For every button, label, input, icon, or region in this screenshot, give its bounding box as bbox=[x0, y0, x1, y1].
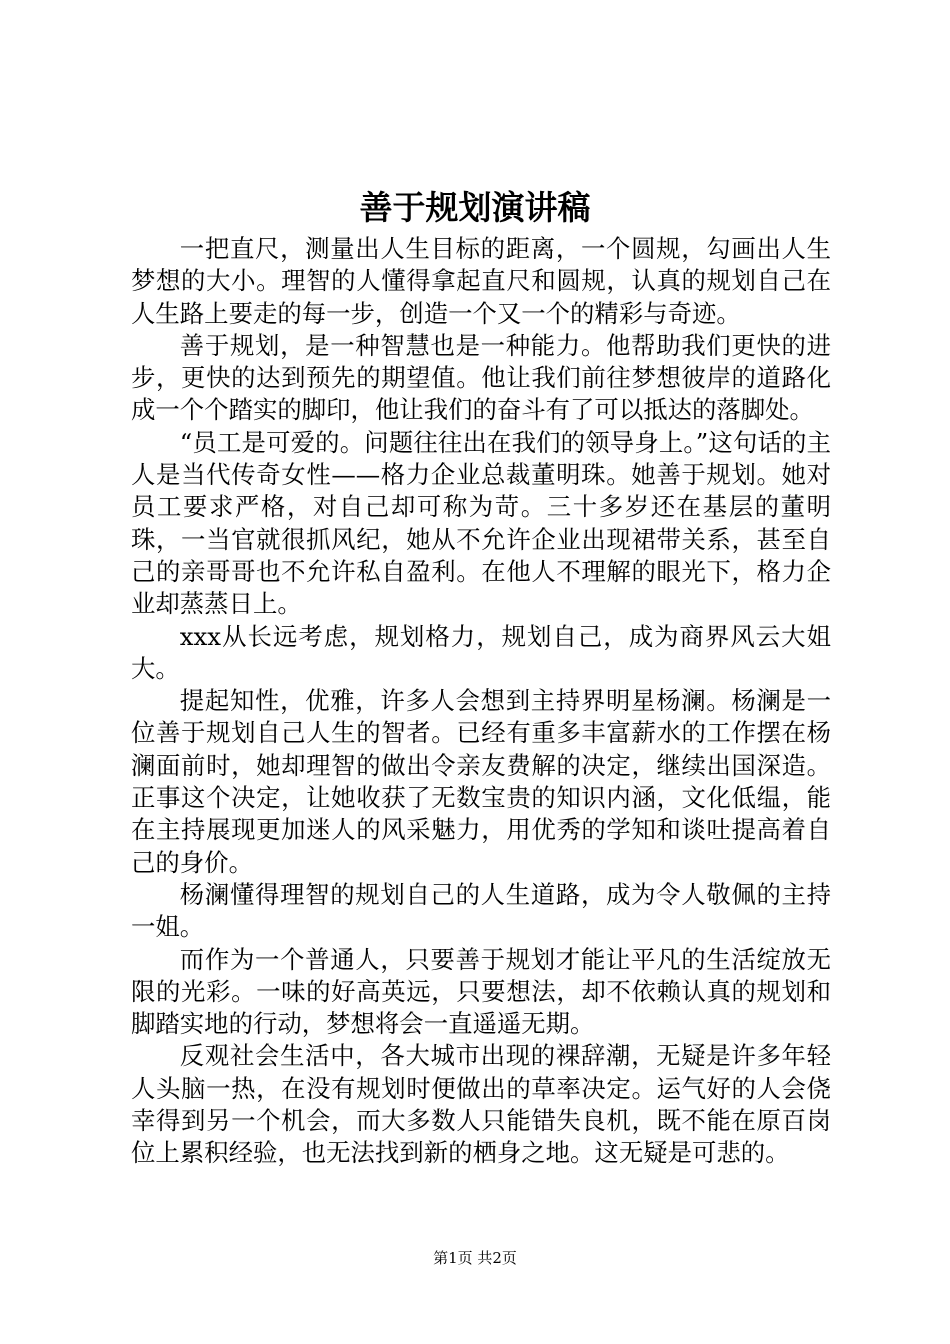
paragraph: 善于规划，是一种智慧也是一种能力。他帮助我们更快的进步，更快的达到预先的期望值。他让我们前往梦想彼岸的道路化成一个个踏实的脚印，他让我们的奋斗有了可以抵达的落脚处。 bbox=[131, 330, 831, 425]
document-body bbox=[131, 233, 831, 1170]
paragraph: 提起知性，优雅，许多人会想到主持界明星杨澜。杨澜是一位善于规划自己人生的智者。已经有重多丰富薪水的工作摆在杨澜面前时，她却理智的做出令亲友费解的决定，继续出国深造。正事这个决定，让她收获了无数宝贵的知识内涵，文化低缊，能在主持展现更加迷人的风采魅力，用优秀的学知和谈吐提高着自己的身价。 bbox=[131, 686, 831, 877]
paragraph: 反观社会生活中，各大城市出现的裸辞潮，无疑是许多年轻人头脑一热，在没有规划时便做出的草率决定。运气好的人会侥幸得到另一个机会，而大多数人只能错失良机，既不能在原百岗位上累积经验，也无法找到新的栖身之地。这无疑是可悲的。 bbox=[131, 1041, 831, 1168]
paragraph: 而作为一个普通人，只要善于规划才能让平凡的生活绽放无限的光彩。一味的好高英远，只要想法，却不依赖认真的规划和脚踏实地的行动，梦想将会一直遥遥无期。 bbox=[131, 944, 831, 1039]
page-footer: 第1页 共2页 bbox=[433, 1249, 517, 1267]
paragraph: 一把直尺，测量出人生目标的距离，一个圆规，勾画出人生梦想的大小。理智的人懂得拿起直尺和圆规，认真的规划自己在人生路上要走的每一步，创造一个又一个的精彩与奇迹。 bbox=[131, 234, 831, 328]
paragraph: 杨澜懂得理智的规划自己的人生道路，成为令人敬佩的主持一姐。 bbox=[131, 879, 831, 942]
paragraph: xxx从长远考虑，规划格力，规划自己，成为商界风云大姐大。 bbox=[131, 621, 831, 683]
paragraph: “员工是可爱的。问题往往出在我们的领导身上。”这句话的主人是当代传奇女性——格力企业总裁董明珠。她善于规划。她对员工要求严格，对自己却可称为苛。三十多岁还在基层的董明珠，一当官就很抓风纪，她从不允许企业出现裙带关系，甚至自己的亲哥哥也不允许私自盈利。在他人不理解的眼光下，格力企业却蒸蒸日上。 bbox=[131, 427, 831, 619]
document-title: 善于规划演讲稿 bbox=[359, 188, 591, 227]
